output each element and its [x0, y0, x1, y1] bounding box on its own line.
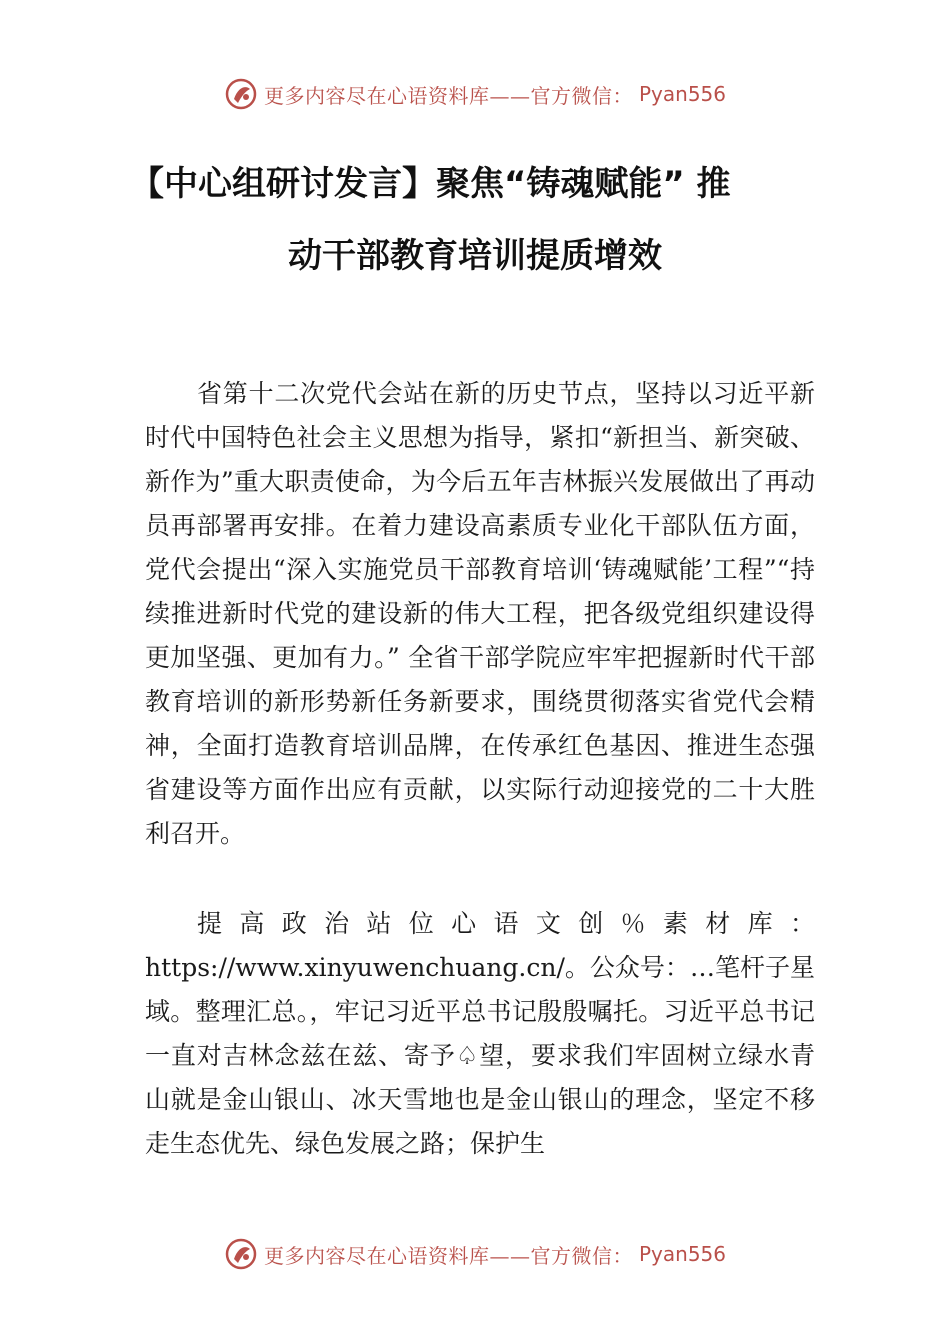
- xinyu-logo-icon: [224, 1237, 258, 1271]
- banner-wechat-id: Pyan556: [638, 82, 726, 106]
- paragraph-2: 提高政治站位心语文创％素材库：https://www.xinyuwenchuang.cn/。公众号：…笔杆子星域。整理汇总。，牢记习近平总书记殷殷嘱托。习近平总书记一直对吉林念兹在兹、寄予♤望，要求我们牢固树立绿水青山就是金山银山、冰天雪地也是金山银山的理念，坚定不移走生态优先、绿色发展之路；保护生: [145, 909, 815, 1158]
- footer-banner-wechat-id: Pyan556: [638, 1242, 726, 1266]
- xinyu-logo-icon: [224, 77, 258, 111]
- document-title-line-2: 动干部教育培训提质增效: [288, 236, 662, 276]
- footer-banner-text: 更多内容尽在心语资料库——官方微信：: [263, 1243, 633, 1268]
- header-banner: [0, 74, 950, 114]
- paragraph-1: 省第十二次党代会站在新的历史节点，坚持以习近平新时代中国特色社会主义思想为指导，紧扣“新担当、新突破、新作为”重大职责使命，为今后五年吉林振兴发展做出了再动员再部署再安排。在着力建设高素质专业化干部队伍方面，党代会提出“深入实施党员干部教育培训‘铸魂赋能’工程”“持续推进新时代党的建设新的伟大工程，把各级党组织建设得更加坚强、更加有力。” 全省干部学院应牢牢把握新时代干部教育培训的新形势新任务新要求，围绕贯彻落实省党代会精神，全面打造教育培训品牌，在传承红色基因、推进生态强省建设等方面作出应有贡献，以实际行动迎接党的二十大胜利召开。: [145, 379, 815, 848]
- document-title-line-1: 【中心组研讨发言】聚焦“铸魂赋能” 推: [130, 164, 731, 204]
- footer-banner: [0, 1234, 950, 1274]
- banner-text: 更多内容尽在心语资料库——官方微信：: [263, 83, 633, 108]
